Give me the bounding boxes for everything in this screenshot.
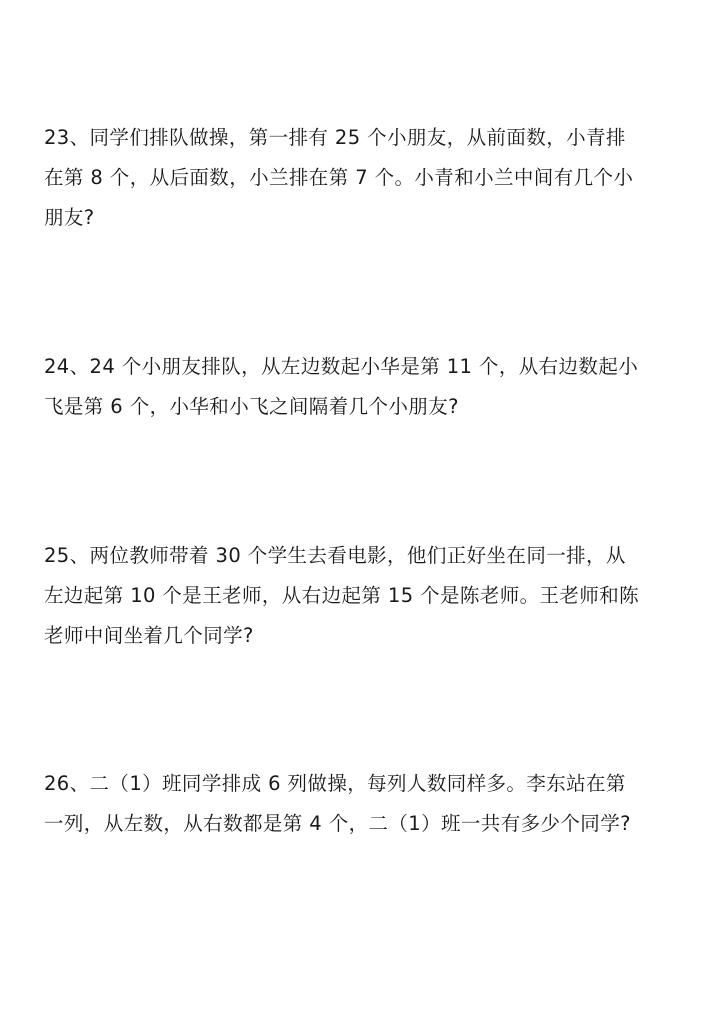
- problem-26: [44, 764, 684, 844]
- problem-24: [44, 347, 684, 427]
- problem-26-line-2: 一列，从左数，从右数都是第 4 个，二（1）班一共有多少个同学?: [44, 812, 631, 835]
- problem-25: [44, 536, 684, 656]
- problem-25-line-3: 老师中间坐着几个同学?: [44, 624, 254, 647]
- problem-23: [44, 118, 684, 238]
- problem-23-line-2: 在第 8 个，从后面数，小兰排在第 7 个。小青和小兰中间有几个小: [44, 166, 634, 189]
- problem-24-line-2: 飞是第 6 个，小华和小飞之间隔着几个小朋友?: [44, 395, 459, 418]
- problem-23-line-1: 23、同学们排队做操，第一排有 25 个小朋友，从前面数，小青排: [44, 126, 626, 149]
- problem-23-line-3: 朋友?: [44, 206, 95, 229]
- problem-26-line-1: 26、二（1）班同学排成 6 列做操，每列人数同样多。李东站在第: [44, 772, 626, 795]
- problem-25-line-2: 左边起第 10 个是王老师，从右边起第 15 个是陈老师。王老师和陈: [44, 584, 640, 607]
- problem-24-line-1: 24、24 个小朋友排队，从左边数起小华是第 11 个，从右边数起小: [44, 355, 639, 378]
- problem-25-line-1: 25、两位教师带着 30 个学生去看电影，他们正好坐在同一排，从: [44, 544, 626, 567]
